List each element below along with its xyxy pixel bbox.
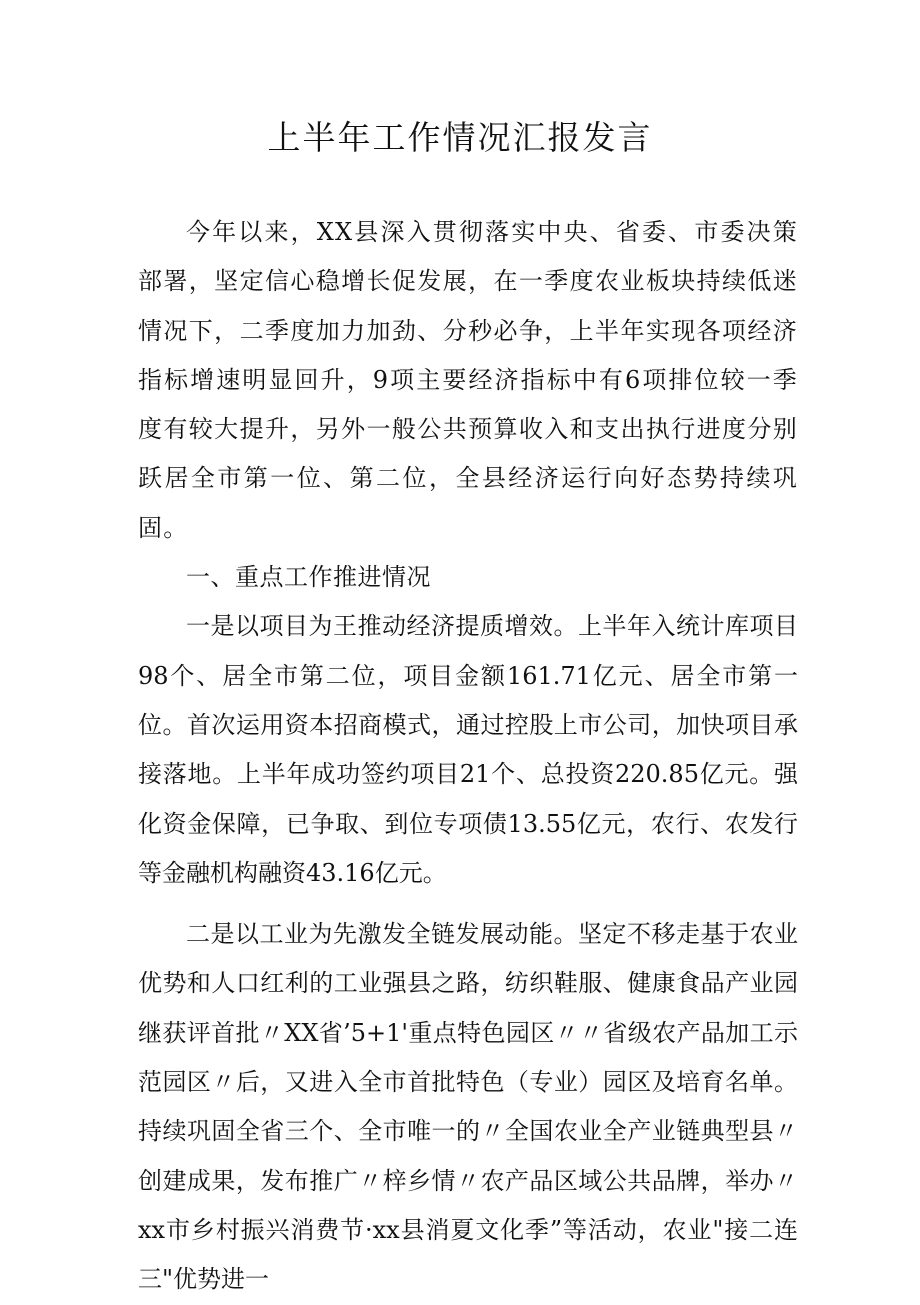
intro-paragraph: 今年以来，XX县深入贯彻落实中央、省委、市委决策部署，坚定信心稳增长促发展，在一季度农业板块持续低迷情况下，二季度加力加劲、分秒必争，上半年实现各项经济指标增速明显回升，9项主要经济指标中有6项排位较一季度有较大提升，另外一般公共预算收入和支出执行进度分别跃居全市第一位、第二位，全县经济运行向好态势持续巩固。: [138, 218, 798, 542]
document-body: [138, 208, 798, 1305]
section-heading: 一、重点工作推进情况: [186, 563, 431, 592]
paragraph-gap: [138, 898, 798, 910]
point-one-paragraph: 一是以项目为王推动经济提质增效。上半年入统计库项目98个、居全市第二位，项目金额161.71亿元、居全市第一位。首次运用资本招商模式，通过控股上市公司，加快项目承接落地。上半年成功签约项目21个、总投资220.85亿元。强化资金保障，已争取、到位专项债13.55亿元，农行、农发行等金融机构融资43.16亿元。: [138, 612, 798, 887]
point-two-paragraph: 二是以工业为先激发全链发展动能。坚定不移走基于农业优势和人口红利的工业强县之路，纺织鞋服、健康食品产业园继获评首批〃XX省’5+1'重点特色园区〃〃省级农产品加工示范园区〃后，又进入全市首批特色（专业）园区及培育名单。持续巩固全省三个、全市唯一的〃全国农业全产业链典型县〃创建成果，发布推广〃梓乡情〃农产品区域公共品牌，举办〃xx市乡村振兴消费节·xx县消夏文化季”等活动，农业"接二连三"优势进一: [138, 920, 798, 1294]
document-title: 上半年工作情况汇报发言: [267, 118, 653, 157]
